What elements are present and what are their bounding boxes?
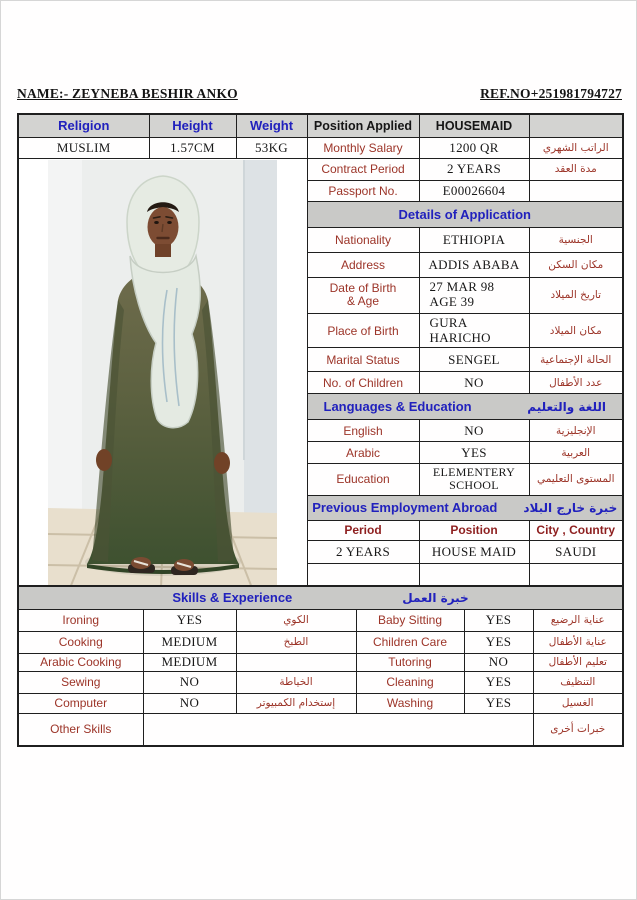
skill-computer-label: Computer: [18, 693, 143, 713]
skill-childrencare-value: YES: [464, 631, 533, 653]
weight-header: Weight: [236, 114, 307, 137]
education-value: [419, 464, 529, 495]
languages-education-title-arabic: اللغة والتعليم: [527, 399, 606, 414]
skill-cleaning-value: YES: [464, 671, 533, 693]
employment-period-value: 2 YEARS: [307, 540, 419, 563]
passport-label: Passport No.: [307, 180, 419, 201]
place-of-birth-arabic: مكان الميلاد: [529, 313, 623, 347]
education-label: Education: [307, 464, 419, 495]
skill-childrencare-label: Children Care: [356, 631, 464, 653]
skill-computer-arabic: إستخدام الكمبيوتر: [236, 693, 356, 713]
position-applied-value: HOUSEMAID: [419, 114, 529, 137]
english-arabic: الإنجليزية: [529, 420, 623, 442]
children-arabic: عدد الأطفال: [529, 372, 623, 394]
monthly-salary-arabic: الراتب الشهري: [529, 137, 623, 158]
skills-experience-table: [17, 585, 624, 747]
skill-tutoring-arabic: تعليم الأطفال: [533, 653, 623, 671]
previous-employment-section: [307, 495, 623, 520]
skill-ironing-value: YES: [143, 609, 236, 631]
arabic-lang-arabic: العربية: [529, 442, 623, 464]
period-header: Period: [307, 520, 419, 540]
applicant-name: NAME:- ZEYNEBA BESHIR ANKO: [17, 86, 238, 101]
employment-city-value: SAUDI: [529, 540, 623, 563]
skill-childrencare-arabic: عناية الأطفال: [533, 631, 623, 653]
skills-experience-section: [18, 586, 623, 609]
children-value: NO: [419, 372, 529, 394]
applicant-photo: [48, 160, 277, 588]
languages-education-title: Languages & Education: [323, 399, 472, 415]
dob-arabic: تاريخ الميلاد: [529, 277, 623, 313]
previous-employment-title: Previous Employment Abroad: [312, 500, 498, 516]
skill-tutoring-label: Tutoring: [356, 653, 464, 671]
application-details-table: [17, 113, 624, 590]
skill-washing-arabic: الغسيل: [533, 693, 623, 713]
marital-status-label: Marital Status: [307, 348, 419, 372]
address-arabic: مكان السكن: [529, 252, 623, 277]
nationality-arabic: الجنسية: [529, 227, 623, 252]
position-applied-label: Position Applied: [307, 114, 419, 137]
skill-sewing-arabic: الخياطة: [236, 671, 356, 693]
skill-ironing-label: Ironing: [18, 609, 143, 631]
children-label: No. of Children: [307, 372, 419, 394]
skills-experience-title: Skills & Experience: [172, 590, 293, 606]
previous-employment-title-arabic: خبرة خارج البلاد: [523, 500, 618, 515]
employment-position-value: HOUSE MAID: [419, 540, 529, 563]
place-of-birth-label: Place of Birth: [307, 313, 419, 347]
dob-age-label: [307, 277, 419, 313]
religion-header: Religion: [18, 114, 149, 137]
skill-babysitting-arabic: عناية الرضيع: [533, 609, 623, 631]
address-label: Address: [307, 252, 419, 277]
weight-value: 53KG: [236, 137, 307, 158]
skills-experience-title-arabic: خبرة العمل: [402, 590, 469, 605]
skill-babysitting-label: Baby Sitting: [356, 609, 464, 631]
place-of-birth-value: [419, 313, 529, 347]
skill-cooking-value: MEDIUM: [143, 631, 236, 653]
contract-period-value: 2 YEARS: [419, 158, 529, 180]
skill-arabiccooking-value: MEDIUM: [143, 653, 236, 671]
empty-cell: [529, 114, 623, 137]
pob-value-line2: HARICHO: [429, 329, 491, 345]
english-label: English: [307, 420, 419, 442]
skill-ironing-arabic: الكوي: [236, 609, 356, 631]
monthly-salary-label: Monthly Salary: [307, 137, 419, 158]
skill-babysitting-value: YES: [464, 609, 533, 631]
contract-period-arabic: مدة العقد: [529, 158, 623, 180]
pob-value-line1: GURA: [429, 314, 468, 330]
languages-education-section: [307, 394, 623, 420]
arabic-lang-label: Arabic: [307, 442, 419, 464]
religion-value: MUSLIM: [18, 137, 149, 158]
skill-sewing-value: NO: [143, 671, 236, 693]
skill-cleaning-arabic: التنظيف: [533, 671, 623, 693]
skill-arabiccooking-arabic: [236, 653, 356, 671]
contract-period-label: Contract Period: [307, 158, 419, 180]
skill-computer-value: NO: [143, 693, 236, 713]
dob-age-value: [419, 277, 529, 313]
height-header: Height: [149, 114, 236, 137]
document-header: [17, 86, 622, 102]
dob-value-line1: 27 MAR 98: [429, 279, 495, 295]
details-of-application-section-title: Details of Application: [307, 201, 623, 227]
address-value: ADDIS ABABA: [419, 252, 529, 277]
nationality-value: ETHIOPIA: [419, 227, 529, 252]
marital-status-arabic: الحالة الإجتماعية: [529, 348, 623, 372]
applicant-photo-cell: [18, 158, 307, 589]
city-country-header: City , Country: [529, 520, 623, 540]
nationality-label: Nationality: [307, 227, 419, 252]
education-value-line1: ELEMENTERY: [432, 464, 516, 479]
skill-cooking-label: Cooking: [18, 631, 143, 653]
skill-cooking-arabic: الطبخ: [236, 631, 356, 653]
education-value-line2: SCHOOL: [449, 478, 499, 493]
skill-washing-label: Washing: [356, 693, 464, 713]
other-skills-label: Other Skills: [18, 713, 143, 746]
passport-value: E00026604: [419, 180, 529, 201]
skill-sewing-label: Sewing: [18, 671, 143, 693]
monthly-salary-value: 1200 QR: [419, 137, 529, 158]
dob-label-line2: & Age: [346, 294, 380, 309]
skill-arabiccooking-label: Arabic Cooking: [18, 653, 143, 671]
education-arabic: المستوى التعليمي: [529, 464, 623, 495]
marital-status-value: SENGEL: [419, 348, 529, 372]
arabic-lang-value: YES: [419, 442, 529, 464]
other-skills-arabic: خبرات أخرى: [533, 713, 623, 746]
skill-washing-value: YES: [464, 693, 533, 713]
reference-number: REF.NO+251981794727: [480, 86, 622, 101]
dob-label-line1: Date of Birth: [329, 280, 397, 295]
dob-value-line2: AGE 39: [429, 294, 475, 310]
skill-tutoring-value: NO: [464, 653, 533, 671]
position-header: Position: [419, 520, 529, 540]
passport-arabic: [529, 180, 623, 201]
english-value: NO: [419, 420, 529, 442]
skill-cleaning-label: Cleaning: [356, 671, 464, 693]
height-value: 1.57CM: [149, 137, 236, 158]
other-skills-value: [143, 713, 533, 746]
